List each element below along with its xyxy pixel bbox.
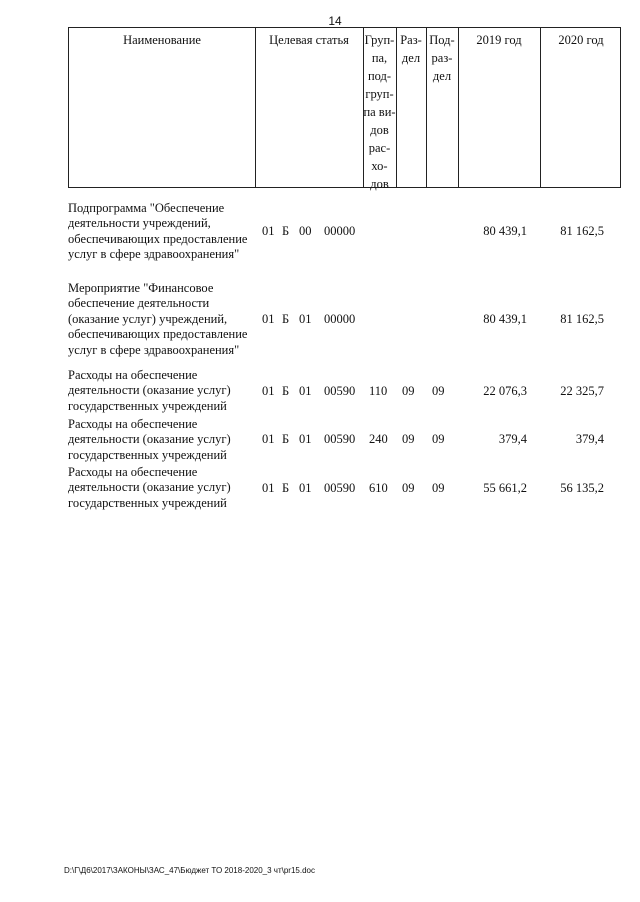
code-direction: 00000 [324, 312, 356, 326]
footer-file-path: D:\Г\Д6\2017\ЗАКОНЫ\ЗАС_47\Бюджет ТО 2018-2020_3 чт\pr15.doc [64, 866, 315, 875]
value-2020: 22 325,7 [560, 384, 604, 398]
code-event: 01 [299, 432, 312, 446]
subsection: 09 [432, 481, 445, 495]
code-event: 01 [299, 312, 312, 326]
subsection: 09 [432, 432, 445, 446]
section: 09 [402, 432, 415, 446]
header-target-article: Целевая статья [269, 33, 349, 47]
row-name: Расходы на обеспечение деятельности (оказание услуг) государственных учреждений [68, 417, 231, 462]
value-2020: 56 135,2 [560, 481, 604, 495]
section: 09 [402, 481, 415, 495]
header-year-2020: 2020 год [558, 33, 604, 47]
code-direction: 00590 [324, 384, 356, 398]
code-subprogram: Б [282, 384, 290, 398]
header-year-2019: 2019 год [476, 33, 522, 47]
code-program: 01 [262, 224, 275, 238]
row-name: Расходы на обеспечение деятельности (оказание услуг) государственных учреждений [68, 465, 231, 510]
value-2019: 379,4 [498, 432, 527, 446]
code-subprogram: Б [282, 481, 290, 495]
code-direction: 00590 [324, 432, 356, 446]
expense-group: 110 [369, 384, 388, 398]
value-2019: 80 439,1 [483, 312, 527, 326]
table-header [68, 27, 621, 191]
code-program: 01 [262, 384, 275, 398]
page-number: 14 [328, 14, 342, 28]
expense-group: 240 [369, 432, 388, 446]
value-2020: 81 162,5 [560, 312, 604, 326]
value-2019: 22 076,3 [483, 384, 527, 398]
header-name: Наименование [123, 33, 201, 47]
column-divider [255, 28, 256, 187]
code-event: 01 [299, 384, 312, 398]
expense-group: 610 [369, 481, 388, 495]
code-program: 01 [262, 481, 275, 495]
row-name: Расходы на обеспечение деятельности (оказание услуг) государственных учреждений [68, 368, 231, 413]
code-direction: 00000 [324, 224, 356, 238]
code-subprogram: Б [282, 432, 290, 446]
subsection: 09 [432, 384, 445, 398]
code-event: 01 [299, 481, 312, 495]
section: 09 [402, 384, 415, 398]
value-2019: 80 439,1 [483, 224, 527, 238]
code-subprogram: Б [282, 224, 290, 238]
row-name: Подпрограмма "Обеспечение деятельности учреждений, обеспечивающих предоставление услуг в сфере здравоохранения" [68, 201, 248, 262]
column-divider [540, 28, 541, 187]
code-event: 00 [299, 224, 312, 238]
header-subsection: Под- раз- дел [429, 33, 455, 83]
code-direction: 00590 [324, 481, 356, 495]
header-expense-group: Груп- па, под- груп- па ви- дов рас- хо- дов [363, 33, 396, 191]
code-subprogram: Б [282, 312, 290, 326]
column-divider [458, 28, 459, 187]
header-section: Раз- дел [400, 33, 422, 65]
code-program: 01 [262, 432, 275, 446]
value-2020: 81 162,5 [560, 224, 604, 238]
code-program: 01 [262, 312, 275, 326]
value-2020: 379,4 [575, 432, 604, 446]
value-2019: 55 661,2 [483, 481, 527, 495]
row-name: Мероприятие "Финансовое обеспечение деятельности (оказание услуг) учреждений, обеспечивающих предоставление услуг в сфере здравоохранения" [68, 281, 248, 357]
